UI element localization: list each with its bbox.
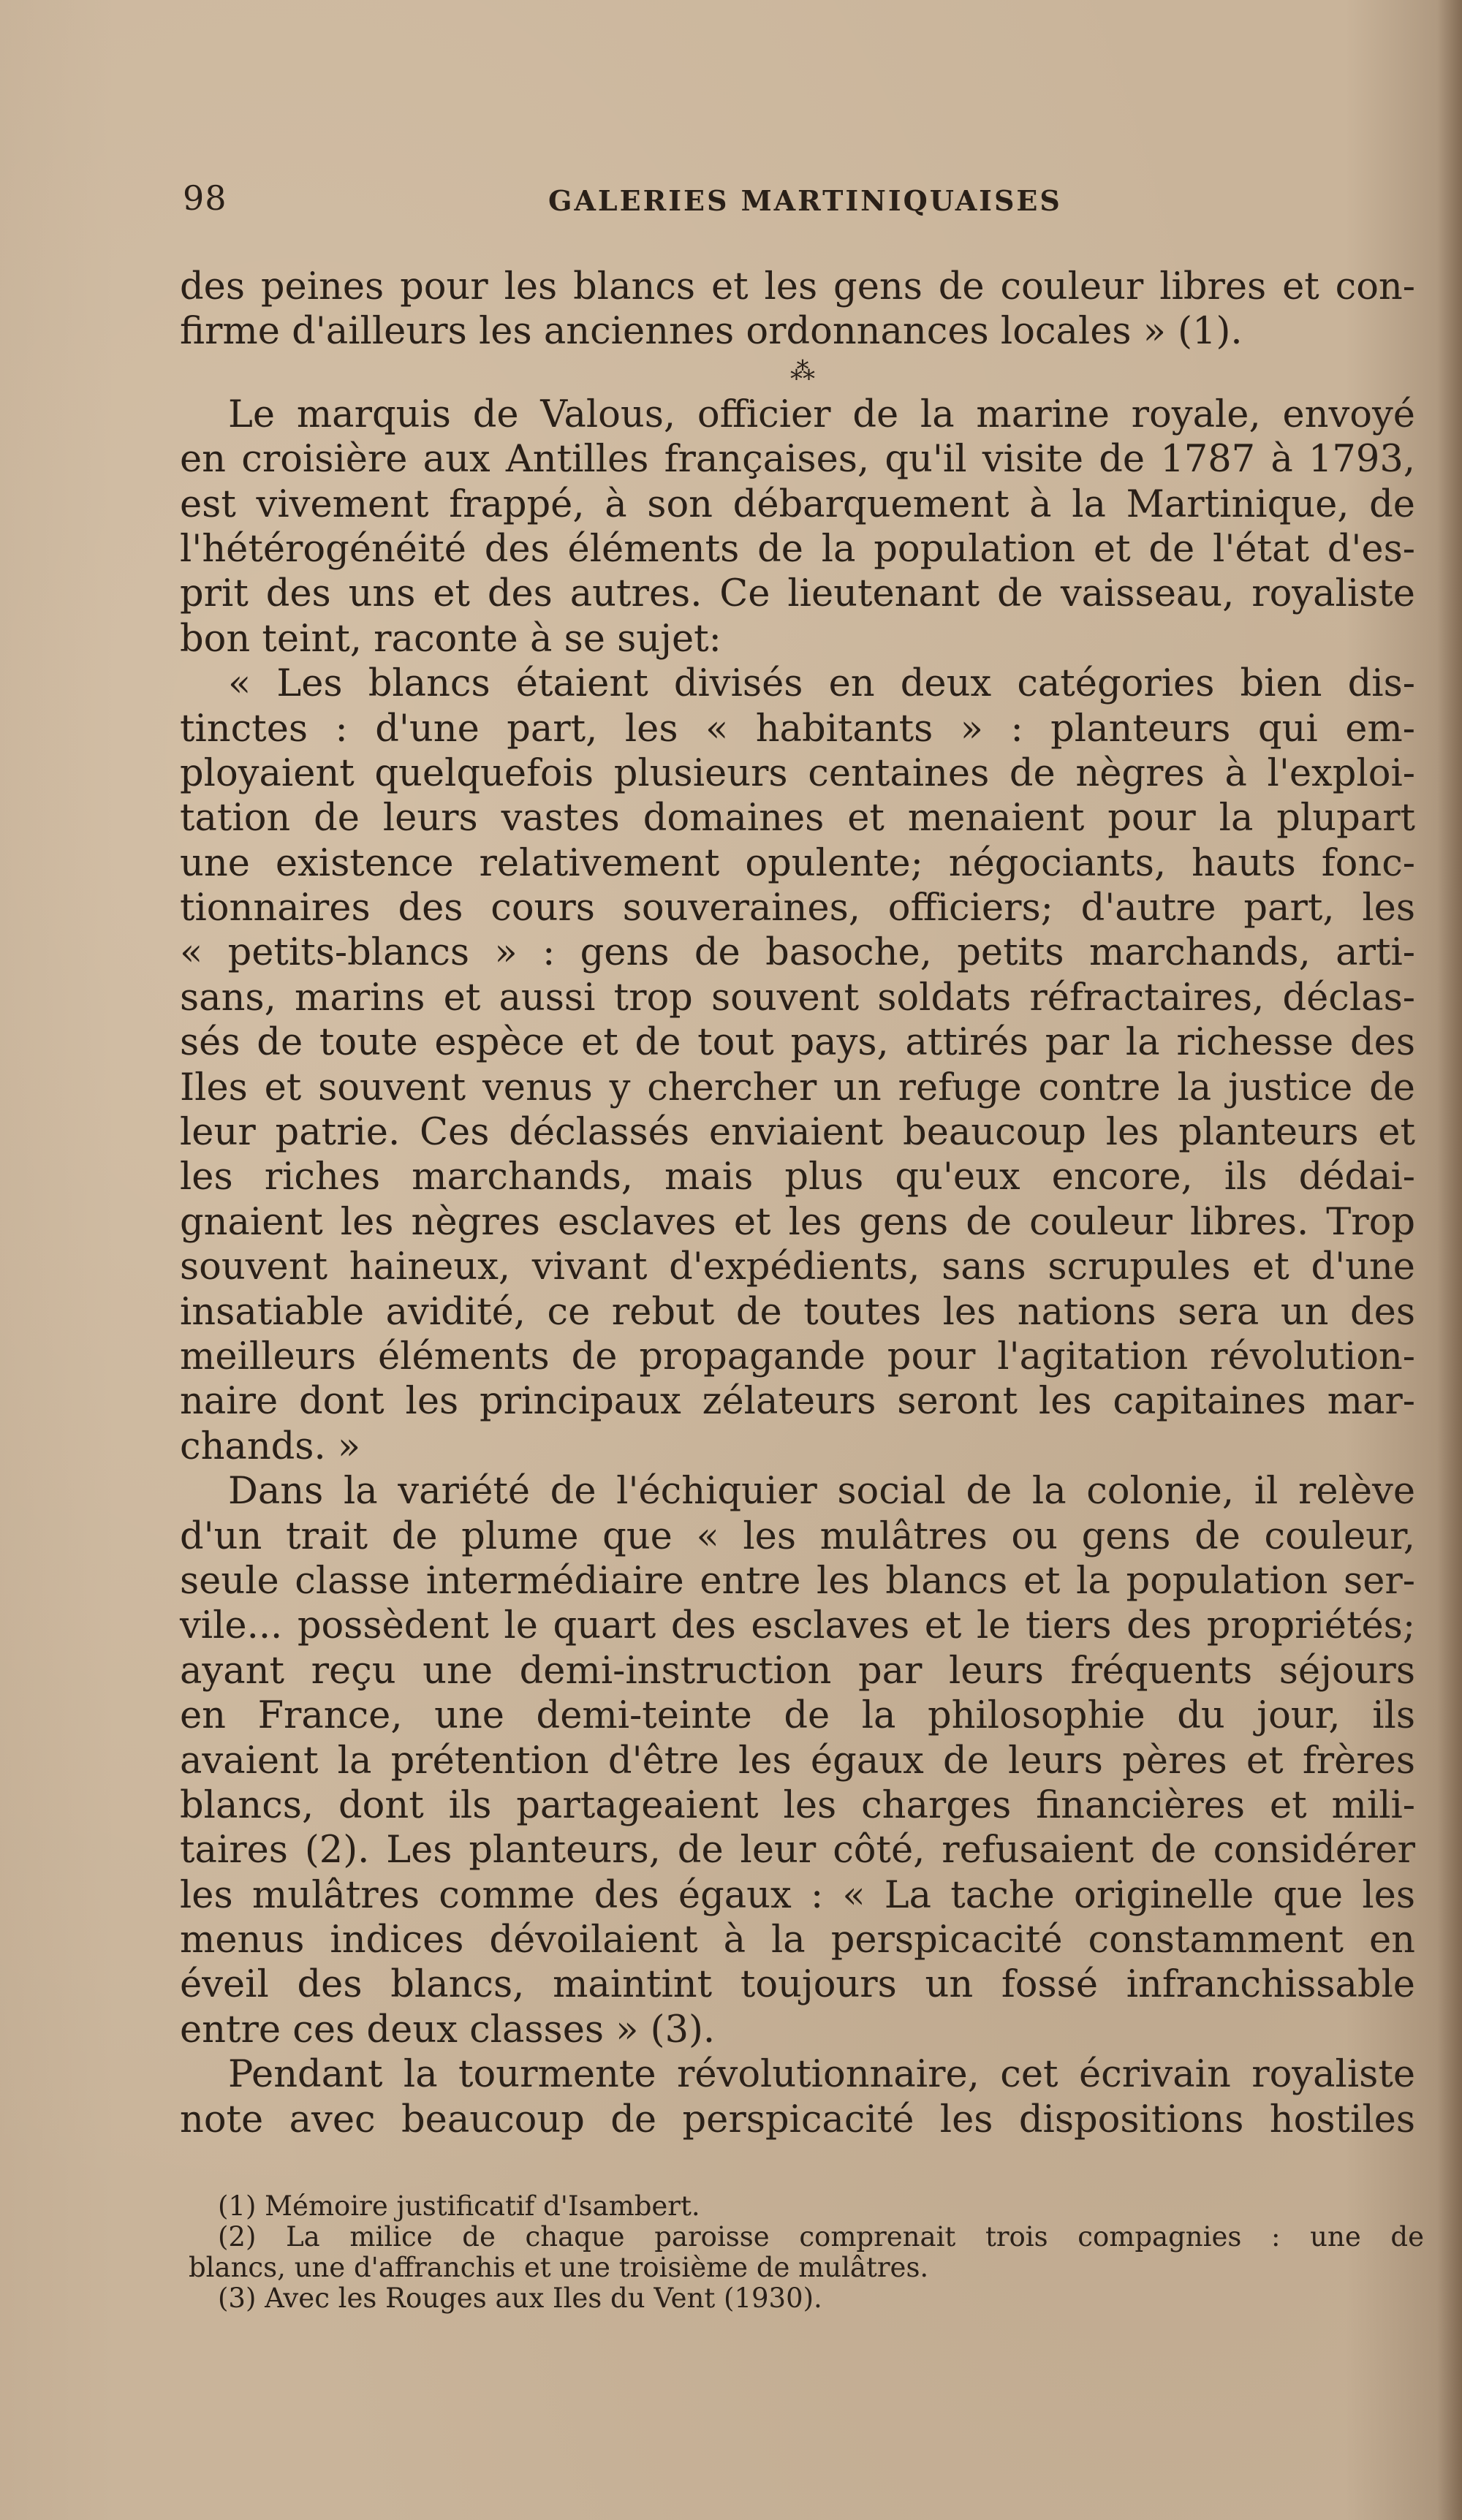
footnote-line: (2) La milice de chaque paroisse comprenait trois compagnies : une de [218,2221,1424,2253]
text-line: firme d'ailleurs les anciennes ordonnances locales » (1). [180,310,1243,354]
text-line: d'un trait de plume que « les mulâtres ou gens de couleur, [180,1514,1415,1558]
asterism-separator: ⁂ [790,357,815,386]
page-edge-shadow [1437,0,1462,2520]
running-title: GALERIES MARTINIQUAISES [548,184,1062,217]
text-line: l'hétérogénéité des éléments de la population et de l'état d'es- [180,527,1415,571]
text-line: seule classe intermédiaire entre les blancs et la population ser- [180,1559,1415,1603]
text-line: Dans la variété de l'échiquier social de la colonie, il relève [228,1470,1415,1514]
section-gap [180,354,1415,392]
text-line: menus indices dévoilaient à la perspicacité constamment en [180,1919,1415,1962]
text-line: taires (2). Les planteurs, de leur côté, refusaient de considérer [180,1829,1415,1872]
text-line: entre ces deux classes » (3). [180,2008,716,2052]
body-text [180,265,1415,2142]
text-line: ayant reçu une demi-instruction par leurs fréquents séjours [180,1649,1415,1693]
text-line: meilleurs éléments de propagande pour l'agitation révolution- [180,1335,1415,1378]
text-line: en croisière aux Antilles françaises, qu'il visite de 1787 à 1793, [180,438,1415,482]
text-line: ployaient quelquefois plusieurs centaines de nègres à l'exploi- [180,751,1415,795]
footnote-line: (1) Mémoire justificatif d'Isambert. [218,2190,700,2222]
footnote-line: blancs, une d'affranchis et une troisième de mulâtres. [189,2252,929,2283]
text-line: avaient la prétention d'être les égaux de leurs pères et frères [180,1739,1415,1783]
page-header [183,178,1425,222]
text-line: est vivement frappé, à son débarquement à la Martinique, de [180,482,1415,526]
text-line: gnaient les nègres esclaves et les gens de couleur libres. Trop [180,1200,1415,1244]
text-line: des peines pour les blancs et les gens de couleur libres et con- [180,265,1415,308]
text-line: naire dont les principaux zélateurs seront les capitaines mar- [180,1380,1415,1424]
text-line: tation de leurs vastes domaines et menaient pour la plupart [180,797,1415,840]
page-number: 98 [183,178,227,218]
text-line: « Les blancs étaient divisés en deux catégories bien dis- [228,662,1415,706]
text-line: les mulâtres comme des égaux : « La tache originelle que les [180,1873,1415,1917]
text-line: Pendant la tourmente révolutionnaire, cet écrivain royaliste [228,2053,1415,2097]
text-line: leur patrie. Ces déclassés enviaient beaucoup les planteurs et [180,1111,1415,1155]
text-line: blancs, dont ils partageaient les charges financières et mili- [180,1783,1415,1827]
text-line: sans, marins et aussi trop souvent soldats réfractaires, déclas- [180,976,1415,1020]
text-line: en France, une demi-teinte de la philosophie du jour, ils [180,1694,1415,1738]
text-line: prit des uns et des autres. Ce lieutenant de vaisseau, royaliste [180,572,1415,616]
text-line: les riches marchands, mais plus qu'eux encore, ils dédai- [180,1155,1415,1199]
text-line: « petits-blancs » : gens de basoche, petits marchands, arti- [180,931,1415,975]
text-line: sés de toute espèce et de tout pays, attirés par la richesse des [180,1021,1415,1065]
text-line: insatiable avidité, ce rebut de toutes les nations sera un des [180,1290,1415,1334]
text-line: Le marquis de Valous, officier de la marine royale, envoyé [228,392,1415,436]
text-line: chands. » [180,1424,361,1468]
footnote-line: (3) Avec les Rouges aux Iles du Vent (1930). [218,2282,822,2314]
text-line: note avec beaucoup de perspicacité les dispositions hostiles [180,2098,1415,2141]
text-line: éveil des blancs, maintint toujours un fossé infranchissable [180,1963,1415,2007]
text-line: bon teint, raconte à se sujet: [180,617,721,661]
text-line: Iles et souvent venus y chercher un refuge contre la justice de [180,1066,1415,1109]
text-line: vile... possèdent le quart des esclaves et le tiers des propriétés; [180,1604,1415,1648]
text-line: une existence relativement opulente; négociants, hauts fonc- [180,841,1415,885]
text-line: tionnaires des cours souveraines, officiers; d'autre part, les [180,887,1415,930]
text-line: tinctes : d'une part, les « habitants » : planteurs qui em- [180,707,1415,751]
text-line: souvent haineux, vivant d'expédients, sans scrupules et d'une [180,1245,1415,1289]
footnotes [189,2191,1424,2314]
